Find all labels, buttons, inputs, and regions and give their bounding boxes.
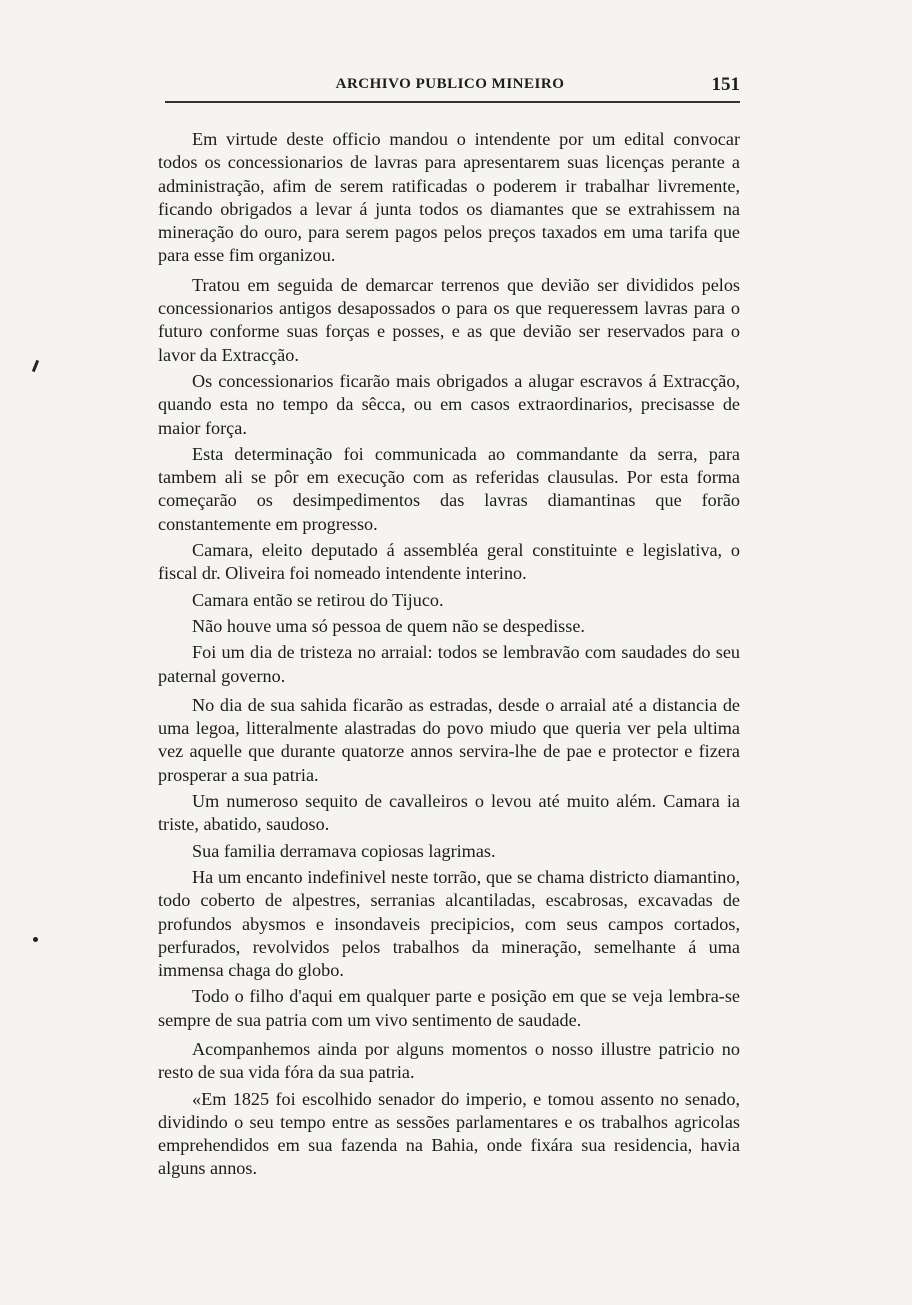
- paragraph: Acompanhemos ainda por alguns momentos o nosso illustre patricio no resto de sua vida fóra da sua patria.: [158, 1038, 740, 1083]
- margin-dot: [33, 937, 38, 942]
- paragraph: Esta determinação foi communicada ao commandante da serra, para tambem ali se pôr em execução com as referidas clausulas. Por esta forma começarão os desimpedimentos das lavras diamantinas que forão constantemente em progresso.: [158, 443, 740, 534]
- paragraph: Os concessionarios ficarão mais obrigados a alugar escravos á Extracção, quando esta no tempo da sêcca, ou em casos extraordinarios, precisasse de maior força.: [158, 370, 740, 438]
- paragraph: Tratou em seguida de demarcar terrenos que devião ser divididos pelos concessionarios antigos desapossados o para os que requeressem lavras para o futuro conforme suas forças e posses, e as que devião ser reservados para o lavor da Extracção.: [158, 274, 740, 365]
- page-number: 151: [711, 74, 740, 95]
- paragraph: Não houve uma só pessoa de quem não se despedisse.: [192, 615, 585, 636]
- paragraph: Todo o filho d'aqui em qualquer parte e posição em que se veja lembra-se sempre de sua patria com um vivo sentimento de saudade.: [158, 986, 740, 1030]
- paragraph: Foi um dia de tristeza no arraial: todos se lembravão com saudades do seu paternal governo.: [158, 642, 740, 686]
- margin-mark: [32, 360, 39, 372]
- running-header: [160, 72, 740, 100]
- paragraph: Ha um encanto indefinivel neste torrão, que se chama districto diamantino, todo coberto de alpestres, serranias alcantiladas, escabrosas, excavadas de profundos abysmos e insondaveis precipicios, com seus campos cortados, perfurados, revolvidos pelos trabalhos da mineração, semelhante á uma immensa chaga do globo.: [158, 866, 740, 981]
- header-title: ARCHIVO PUBLICO MINEIRO: [335, 76, 565, 92]
- paragraph: Camara então se retirou do Tijuco.: [192, 589, 444, 610]
- paragraph: «Em 1825 foi escolhido senador do imperio, e tomou assento no senado, dividindo o seu tempo entre as sessões parlamentares e os trabalhos agricolas emprehendidos em sua fazenda na Bahia, onde fixára sua residencia, havia alguns annos.: [158, 1088, 740, 1179]
- body-text: [158, 128, 740, 1184]
- paragraph: Um numeroso sequito de cavalleiros o levou até muito além. Camara ia triste, abatido, saudoso.: [158, 791, 740, 835]
- header-rule: [165, 101, 740, 103]
- paragraph: No dia de sua sahida ficarão as estradas, desde o arraial até a distancia de uma legoa, litteralmente alastradas do povo miudo que queria ver pela ultima vez aquelle que durante quatorze annos servira-lhe de pae e protector e fizera prosperar a sua patria.: [158, 694, 740, 785]
- paragraph: Em virtude deste officio mandou o intendente por um edital convocar todos os concessionarios de lavras para apresentarem suas licenças perante a administração, afim de serem ratificadas o poderem ir trabalhar livremente, ficando obrigados a levar á junta todos os diamantes que se extrahissem na mineração do ouro, para serem pagos pelos preços taxados em uma tarifa que para esse fim organizou.: [158, 129, 740, 266]
- paragraph: Camara, eleito deputado á assembléa geral constituinte e legislativa, o fiscal dr. Oliveira foi nomeado intendente interino.: [158, 540, 740, 584]
- paragraph: Sua familia derramava copiosas lagrimas.: [192, 840, 496, 861]
